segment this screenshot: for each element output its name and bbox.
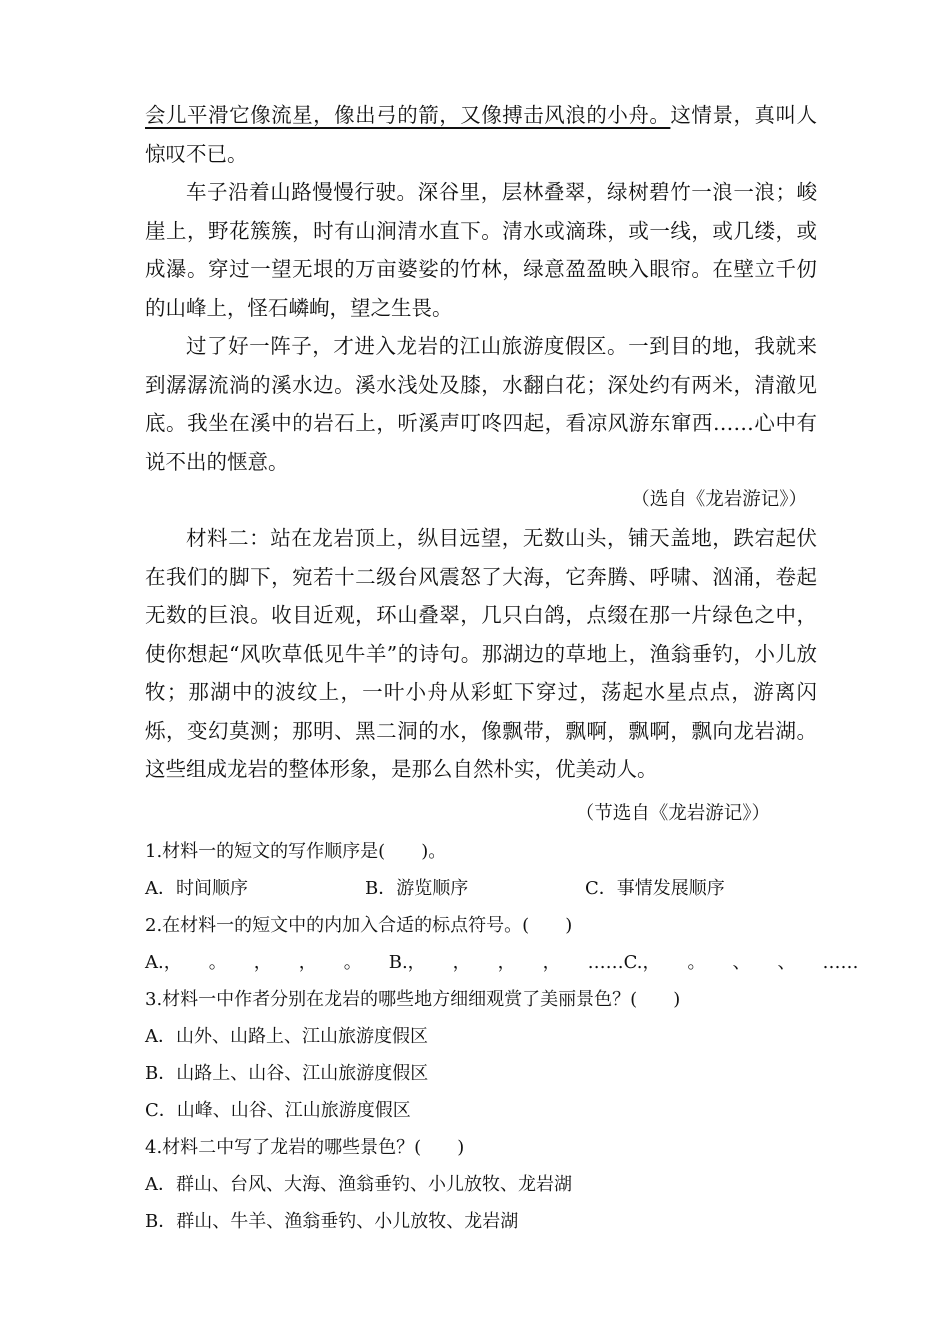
question-2-options[interactable]: A.， 。 ， ， 。 B.， ， ， ， ……C.， 。 、 、 …… — [145, 951, 859, 973]
underlined-sentence: 会儿平滑它像流星，像出弓的箭，又像搏击风浪的小舟。 — [145, 103, 671, 127]
question-3-option-b[interactable]: B．山路上、山谷、江山旅游度假区 — [145, 1062, 429, 1084]
question-1-option-a[interactable]: A．时间顺序 — [145, 877, 248, 899]
material1-paragraph-3: 过了好一阵子，才进入龙岩的江山旅游度假区。一到目的地，我就来到潺潺流淌的溪水边。溪水浅处及膝，水翻白花；深处约有两米，清澈见底。我坐在溪中的岩石上，听溪声叮咚四起，看凉风游东窜西……心中有说不出的惬意。 — [145, 334, 817, 474]
question-3-stem: 3.材料一中作者分别在龙岩的哪些地方细细观赏了美丽景色？( ) — [145, 988, 681, 1010]
material1-continuation — [145, 96, 817, 173]
sentence-rest: 这情景，真叫人惊叹不已。 — [145, 103, 818, 166]
question-1-option-c[interactable]: C．事情发展顺序 — [585, 877, 725, 899]
question-2-stem: 2.在材料一的短文中的内加入合适的标点符号。( ) — [145, 914, 573, 936]
question-1-options — [145, 870, 817, 907]
question-1-stem: 1.材料一的短文的写作顺序是( )。 — [145, 840, 447, 862]
question-4-option-b[interactable]: B．群山、牛羊、渔翁垂钓、小儿放牧、龙岩湖 — [145, 1210, 519, 1232]
material2-paragraph: 材料二：站在龙岩顶上，纵目远望，无数山头，铺天盖地，跌宕起伏在我们的脚下，宛若十二级台风震怒了大海，它奔腾、呼啸、汹涌，卷起无数的巨浪。收目近观，环山叠翠，几只白鸽，点缀在那一片绿色之中，使你想起“风吹草低见牛羊”的诗句。那湖边的草地上，渔翁垂钓，小儿放牧；那湖中的波纹上，一叶小舟从彩虹下穿过，荡起水星点点，游离闪烁，变幻莫测；那明、黑二洞的水，像飘带，飘啊，飘啊，飘向龙岩湖。这些组成龙岩的整体形象，是那么自然朴实，优美动人。 — [145, 526, 817, 781]
document-page — [145, 96, 859, 1240]
question-3-option-c[interactable]: C．山峰、山谷、江山旅游度假区 — [145, 1099, 411, 1121]
material1-paragraph-2: 车子沿着山路慢慢行驶。深谷里，层林叠翠，绿树碧竹一浪一浪；峻崖上，野花簇簇，时有山涧清水直下。清水或滴珠，或一线，或几缕，或成瀑。穿过一望无垠的万亩婆娑的竹林，绿意盈盈映入眼帘。在壁立千仞的山峰上，怪石嶙峋，望之生畏。 — [145, 180, 817, 320]
question-3-option-a[interactable]: A．山外、山路上、江山旅游度假区 — [145, 1025, 428, 1047]
question-4-stem: 4.材料二中写了龙岩的哪些景色？( ) — [145, 1136, 465, 1158]
material1-source: （选自《龙岩游记》） — [631, 489, 807, 510]
question-1-option-b[interactable]: B．游览顺序 — [365, 877, 469, 899]
question-4-option-a[interactable]: A．群山、台风、大海、渔翁垂钓、小儿放牧、龙岩湖 — [145, 1173, 572, 1195]
material2-source: （节选自《龙岩游记》） — [575, 802, 770, 824]
